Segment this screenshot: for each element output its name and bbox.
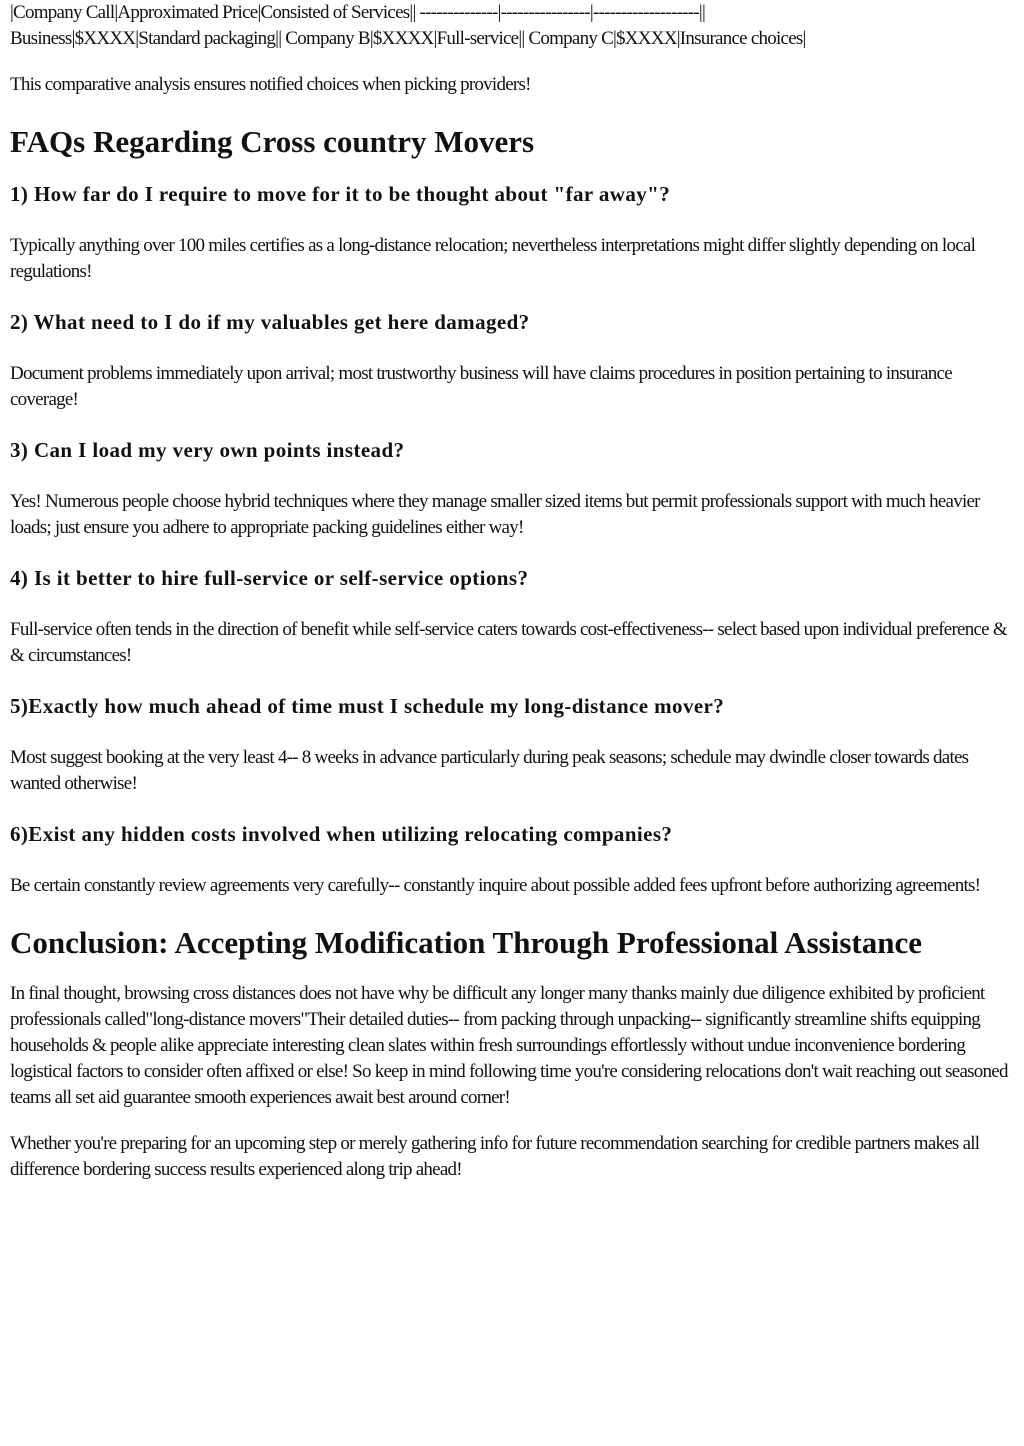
comparison-table-line-2: Business|$XXXX|Standard packaging|| Company B|$XXXX|Full-service|| Company C|$XXXX|Insurance choices| xyxy=(10,28,806,49)
faq-answer-1: Typically anything over 100 miles certifies as a long-distance relocation; nevertheless interpretations might differ slightly depending on local regulations! xyxy=(10,235,976,282)
comparison-table-text xyxy=(10,0,1014,52)
faq-question-2: 2) What need to I do if my valuables get here damaged? xyxy=(10,310,530,334)
conclusion-heading: Conclusion: Accepting Modification Through Professional Assistance xyxy=(10,925,923,960)
faq-answer-4: Full-service often tends in the direction of benefit while self-service caters towards cost-effectiveness-- select based upon individual preference & & circumstances! xyxy=(10,619,1007,666)
faq-answer-6: Be certain constantly review agreements very carefully-- constantly inquire about possible added fees upfront before authorizing agreements! xyxy=(10,875,981,896)
faq-question-4: 4) Is it better to hire full-service or self-service options? xyxy=(10,566,529,590)
faq-question-3: 3) Can I load my very own points instead? xyxy=(10,438,405,462)
summary-paragraph: This comparative analysis ensures notified choices when picking providers! xyxy=(10,74,531,95)
faq-answer-3: Yes! Numerous people choose hybrid techniques where they manage smaller sized items but permit professionals support with much heavier loads; just ensure you adhere to appropriate packing guidelines either way! xyxy=(10,491,980,538)
conclusion-paragraph-1: In final thought, browsing cross distances does not have why be difficult any longer many thanks mainly due diligence exhibited by proficient professionals called"long-distance movers"Their detailed duties-- from packing through unpacking-- significantly streamline shifts equipping households & people alike appreciate interesting clean slates within fresh surroundings effortlessly without undue inconvenience bordering logistical factors to consider often affixed or else! So keep in mind following time you're considering relocations don't wait reaching out seasoned teams all set aid guarantee smooth experiences await best around corner! xyxy=(10,983,1008,1108)
conclusion-paragraph-2: Whether you're preparing for an upcoming step or merely gathering info for future recommendation searching for credible partners makes all difference bordering success results experienced along trip ahead! xyxy=(10,1133,980,1180)
faq-question-5: 5)Exactly how much ahead of time must I schedule my long-distance mover? xyxy=(10,694,725,718)
faq-question-1: 1) How far do I require to move for it to be thought about "far away"? xyxy=(10,182,671,206)
comparison-table-line-1: |Company Call|Approximated Price|Consisted of Services|| --------------|----------------|-------------------|| xyxy=(10,2,705,23)
faq-heading: FAQs Regarding Cross country Movers xyxy=(10,124,535,159)
faq-question-6: 6)Exist any hidden costs involved when utilizing relocating companies? xyxy=(10,822,673,846)
faq-answer-2: Document problems immediately upon arrival; most trustworthy business will have claims procedures in position pertaining to insurance coverage! xyxy=(10,363,952,410)
faq-answer-5: Most suggest booking at the very least 4-- 8 weeks in advance particularly during peak seasons; schedule may dwindle closer towards dates wanted otherwise! xyxy=(10,747,969,794)
